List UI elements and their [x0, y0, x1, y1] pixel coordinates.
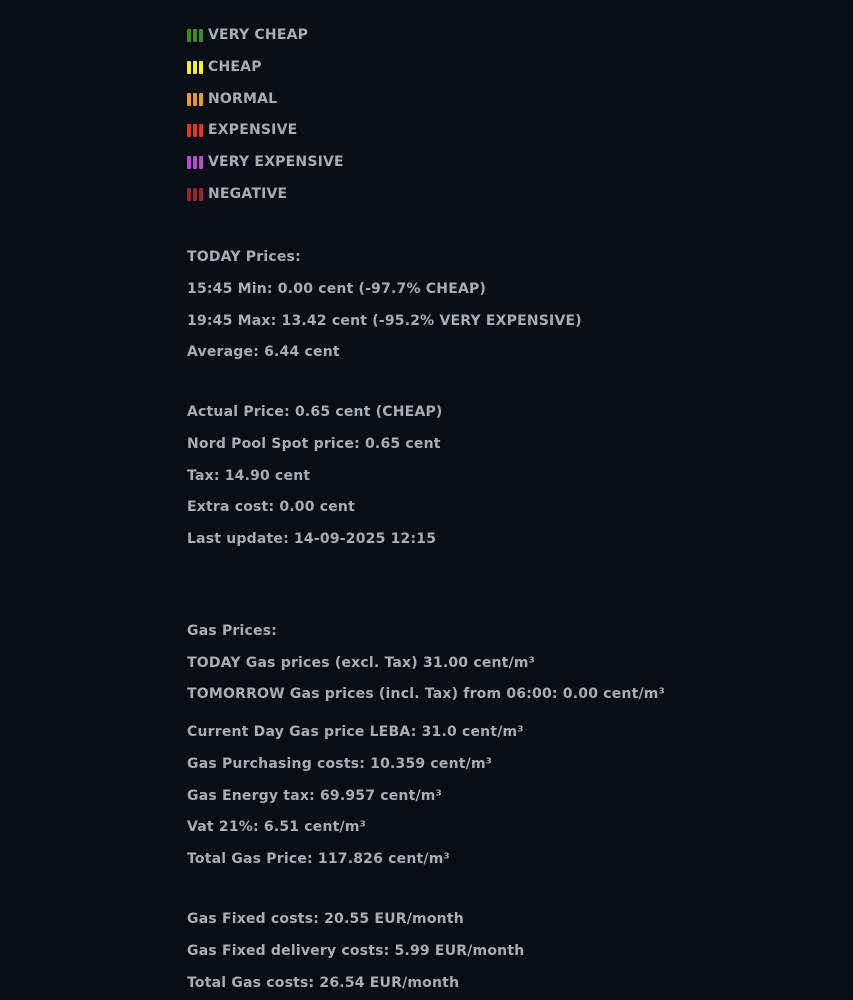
- very-expensive-bars-icon: [187, 156, 203, 169]
- gas-leba-price: Current Day Gas price LEBA: 31.0 cent/m³: [187, 724, 524, 740]
- legend-item-negative: [187, 185, 287, 203]
- legend-label: CHEAP: [208, 59, 262, 75]
- legend-item-very-expensive: [187, 153, 344, 171]
- gas-total-costs: Total Gas costs: 26.54 EUR/month: [187, 975, 460, 991]
- legend-label: NORMAL: [208, 91, 278, 107]
- gas-prices-heading: Gas Prices:: [187, 623, 278, 639]
- expensive-bars-icon: [187, 124, 203, 137]
- legend-item-expensive: [187, 121, 297, 139]
- today-min-price: 15:45 Min: 0.00 cent (-97.7% CHEAP): [187, 281, 487, 297]
- gas-total-price: Total Gas Price: 117.826 cent/m³: [187, 851, 450, 867]
- gas-tomorrow-price: TOMORROW Gas prices (incl. Tax) from 06:00: 0.00 cent/m³: [187, 686, 665, 702]
- gas-today-price: TODAY Gas prices (excl. Tax) 31.00 cent/m³: [187, 655, 536, 671]
- extra-cost: Extra cost: 0.00 cent: [187, 499, 355, 515]
- tax: Tax: 14.90 cent: [187, 468, 311, 484]
- today-prices-heading: TODAY Prices:: [187, 249, 301, 265]
- legend-item-very-cheap: [187, 26, 308, 44]
- negative-bars-icon: [187, 188, 203, 201]
- last-update: Last update: 14-09-2025 12:15: [187, 531, 437, 547]
- gas-delivery-costs: Gas Fixed delivery costs: 5.99 EUR/month: [187, 943, 525, 959]
- normal-bars-icon: [187, 93, 203, 106]
- gas-purchasing-costs: Gas Purchasing costs: 10.359 cent/m³: [187, 756, 493, 772]
- very-cheap-bars-icon: [187, 29, 203, 42]
- spot-price: Nord Pool Spot price: 0.65 cent: [187, 436, 441, 452]
- cheap-bars-icon: [187, 61, 203, 74]
- gas-vat: Vat 21%: 6.51 cent/m³: [187, 819, 366, 835]
- gas-fixed-costs: Gas Fixed costs: 20.55 EUR/month: [187, 911, 464, 927]
- legend-label: NEGATIVE: [208, 186, 288, 202]
- legend-label: VERY CHEAP: [208, 27, 309, 43]
- legend-item-normal: [187, 90, 277, 108]
- today-max-price: 19:45 Max: 13.42 cent (-95.2% VERY EXPENSIVE): [187, 313, 582, 329]
- actual-price: Actual Price: 0.65 cent (CHEAP): [187, 404, 443, 420]
- legend-label: VERY EXPENSIVE: [208, 154, 344, 170]
- gas-energy-tax: Gas Energy tax: 69.957 cent/m³: [187, 788, 442, 804]
- today-average-price: Average: 6.44 cent: [187, 344, 340, 360]
- legend-item-cheap: [187, 58, 262, 76]
- legend-label: EXPENSIVE: [208, 122, 298, 138]
